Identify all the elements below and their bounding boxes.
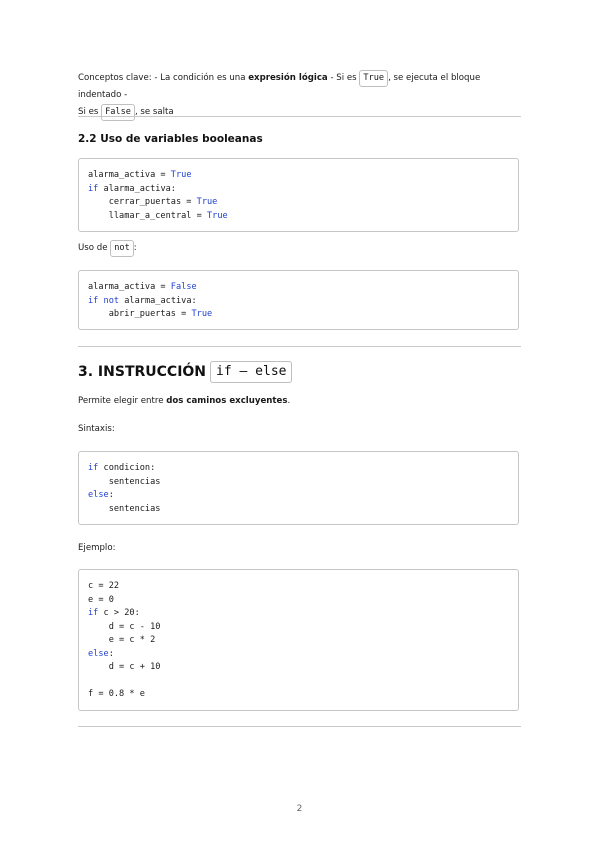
uso-de-not-label: Uso de not : [78, 240, 137, 257]
code-line: else: [88, 648, 114, 659]
intro-bold: expresión lógica [248, 73, 328, 83]
code-line: llamar_a_central = True [88, 210, 228, 221]
section-3-heading [78, 361, 292, 383]
code-line: e = c * 2 [88, 635, 156, 645]
code-line: if alarma_activa: [88, 183, 176, 194]
section-3-title: 3. INSTRUCCIÓN [78, 364, 207, 380]
page-number: 2 [296, 804, 303, 814]
inline-code-true: True [359, 70, 388, 87]
example-label: Ejemplo: [78, 543, 116, 553]
code-line: else: [88, 490, 114, 500]
intro-text-line2: Si es [78, 107, 102, 117]
code-line: alarma_activa = False [88, 282, 197, 292]
code-line: abrir_puertas = True [88, 309, 213, 319]
code-line: d = c - 10 [88, 621, 161, 632]
code-line: alarma_activa = True [88, 170, 192, 180]
code-line: f = 0.8 * e [88, 689, 145, 699]
intro-text-mid: - Si es [327, 73, 360, 83]
code-line: c = 22 [88, 581, 120, 591]
code-line: if c > 20: [88, 608, 140, 618]
inline-code-not: not [110, 240, 134, 257]
code-block-not [78, 270, 519, 330]
code-block-example [78, 569, 519, 711]
code-line: e = 0 [88, 594, 114, 605]
intro-text: Conceptos clave: - La condición es una [78, 73, 249, 83]
code-line: sentencias [88, 503, 161, 514]
intro-text-after-false: , se salta [134, 107, 174, 117]
divider [78, 346, 521, 347]
code-line: d = c + 10 [88, 662, 161, 672]
code-line: cerrar_puertas = True [88, 197, 218, 207]
divider [78, 116, 521, 117]
intro-paragraph [78, 70, 521, 121]
code-line: if condicion: [88, 463, 156, 473]
code-line: sentencias [88, 476, 161, 487]
divider [78, 726, 521, 727]
inline-code-if-else: if – else [210, 361, 292, 383]
intro-text-after-true: , se ejecuta el bloque indentado - [78, 73, 481, 100]
code-block-syntax [78, 451, 519, 525]
code-block-booleans [78, 158, 519, 232]
section-3-description: Permite elegir entre dos caminos excluyentes. [78, 396, 291, 406]
inline-code-false: False [101, 104, 135, 121]
syntax-label: Sintaxis: [78, 424, 115, 434]
code-line: if not alarma_activa: [88, 295, 197, 306]
section-2-2-heading: 2.2 Uso de variables booleanas [78, 133, 263, 145]
